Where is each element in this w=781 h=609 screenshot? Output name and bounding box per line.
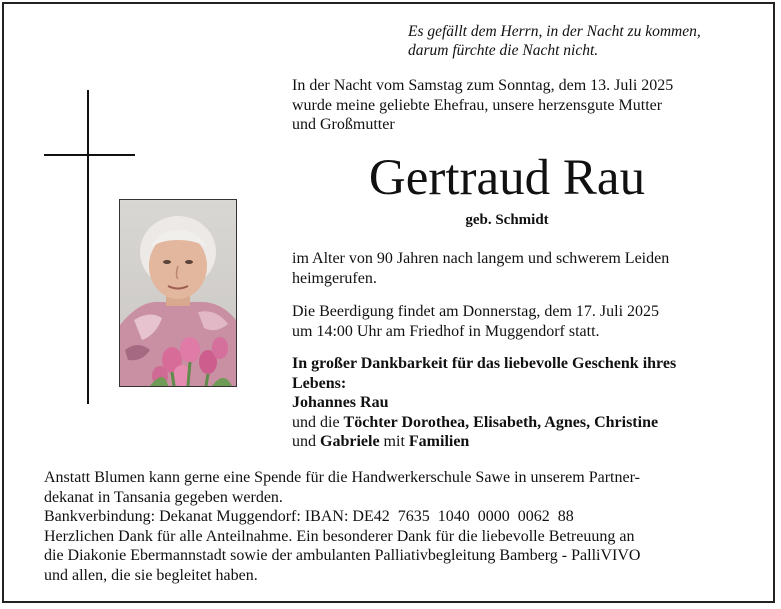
age-line-2: heimgerufen.: [292, 269, 377, 287]
bible-motto: [408, 22, 768, 60]
funeral-line-2: um 14:00 Uhr am Friedhof in Muggendorf statt.: [292, 322, 600, 340]
footer-line-1: Anstatt Blumen kann gerne eine Spende für die Handwerkerschule Sawe in unserem Partner-: [44, 469, 640, 486]
motto-line-2: darum fürchte die Nacht nicht.: [408, 42, 599, 59]
funeral-line-1: Die Beerdigung findet am Donnerstag, dem 17. Juli 2025: [292, 303, 660, 320]
mourners-block: [292, 354, 762, 452]
funeral-info: [292, 302, 762, 341]
donation-and-thanks: [44, 468, 764, 585]
daughters-names: Töchter Dorothea, Elisabeth, Agnes, Christine: [343, 413, 659, 431]
cross-vertical-bar: [87, 90, 89, 404]
footer-line-2: dekanat in Tansania gegeben werden.: [44, 488, 283, 506]
cross-horizontal-bar: [44, 154, 135, 156]
und-die-text: und die: [292, 413, 340, 431]
daughters-line: [292, 413, 762, 433]
intro-line-3: und Großmutter: [292, 116, 395, 133]
thanks-line-1: In großer Dankbarkeit für das liebevolle Geschenk ihres: [292, 355, 677, 372]
intro-line-1: In der Nacht vom Samstag zum Sonntag, dem 13. Juli 2025: [292, 77, 674, 94]
mit-text: mit: [383, 433, 405, 450]
portrait-photo: [119, 199, 237, 387]
thanks-line-2: Lebens:: [292, 374, 347, 392]
motto-line-1: Es gefällt dem Herrn, in der Nacht zu kommen,: [408, 23, 701, 40]
familien-text: Familien: [408, 433, 470, 450]
families-line: [292, 432, 762, 452]
maiden-name: geb. Schmidt: [465, 212, 549, 228]
portrait-illustration: [120, 200, 236, 386]
und-text: und: [292, 433, 316, 450]
footer-line-5: die Diakonie Ebermannstadt sowie der ambulanten Palliativbegleitung Bamberg - PalliVIVO: [44, 547, 641, 564]
age-line-1: im Alter von 90 Jahren nach langem und schwerem Leiden: [292, 250, 670, 267]
footer-line-6: und allen, die sie begleitet haben.: [44, 566, 258, 584]
death-announcement: [292, 76, 762, 135]
gabriele-name: Gabriele: [320, 433, 380, 450]
age-statement: [292, 249, 762, 288]
footer-line-4: Herzlichen Dank für alle Anteilnahme. Ein besonderer Dank für die liebevolle Betreuung an: [44, 527, 635, 545]
intro-line-2: wurde meine geliebte Ehefrau, unsere herzensgute Mutter: [292, 96, 663, 114]
bank-details: Bankverbindung: Dekanat Muggendorf: IBAN: DE42 7635 1040 0000 0062 88: [44, 508, 574, 525]
deceased-name: Gertraud Rau: [368, 150, 646, 206]
husband-name: Johannes Rau: [292, 394, 389, 411]
